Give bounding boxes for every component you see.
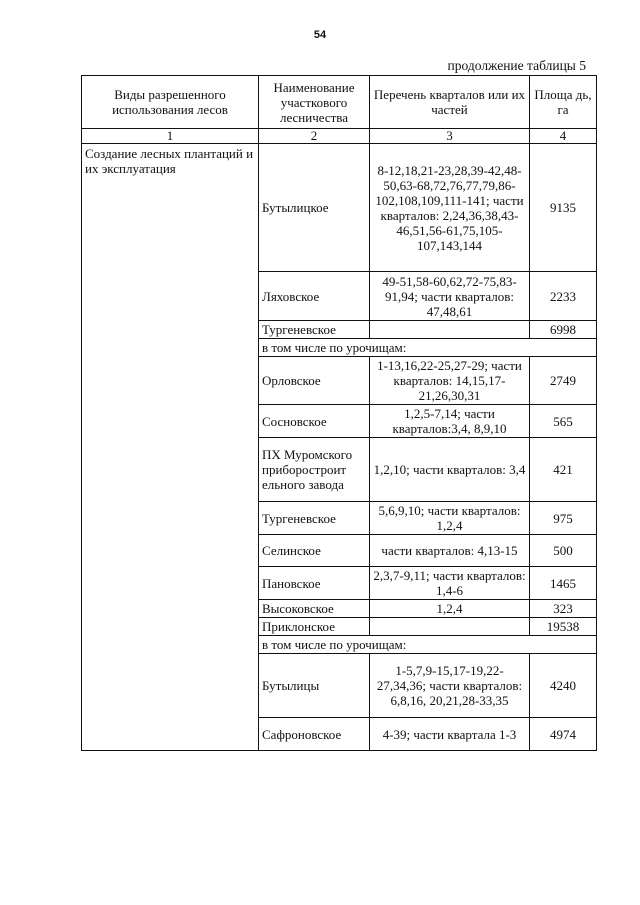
area-cell: 500 [530,535,597,567]
forestry-cell: Тургеневское [259,502,370,535]
quarters-cell: 5,6,9,10; части кварталов: 1,2,4 [370,502,530,535]
subsection-label: в том числе по урочищам: [259,636,597,654]
page-number: 54 [313,29,327,41]
area-cell: 9135 [530,144,597,272]
header-row [82,76,597,129]
quarters-cell: 1-13,16,22-25,27-29; части кварталов: 14,15,17-21,26,30,31 [370,357,530,405]
forestry-cell: Высоковское [259,600,370,618]
table-continuation-label: продолжение таблицы 5 [447,58,586,73]
quarters-cell: 2,3,7-9,11; части кварталов: 1,4-6 [370,567,530,600]
forestry-cell: Селинское [259,535,370,567]
forestry-cell: Сафроновское [259,718,370,751]
area-cell: 323 [530,600,597,618]
quarters-cell: части кварталов: 4,13-15 [370,535,530,567]
forestry-cell: Орловское [259,357,370,405]
quarters-cell: 1,2,5-7,14; части кварталов:3,4, 8,9,10 [370,405,530,438]
column-number: 2 [259,129,370,144]
column-number: 3 [370,129,530,144]
quarters-cell: 8-12,18,21-23,28,39-42,48-50,63-68,72,76,77,79,86-102,108,109,111-141; части кварталов: 2,24,36,38,43-46,51,56-61,75,105-107,143,144 [370,144,530,272]
header-use-type: Виды разрешенного использования лесов [82,76,259,129]
table-row [82,144,597,272]
area-cell: 2749 [530,357,597,405]
area-cell: 2233 [530,272,597,321]
header-forestry: Наименование участкового лесничества [259,76,370,129]
forestry-cell: Бутылицкое [259,144,370,272]
use-type-cell: Создание лесных плантаций и их эксплуатация [82,144,259,751]
quarters-cell [370,618,530,636]
forestry-cell: Приклонское [259,618,370,636]
quarters-cell: 4-39; части квартала 1-3 [370,718,530,751]
quarters-cell: 49-51,58-60,62,72-75,83-91,94; части кварталов: 47,48,61 [370,272,530,321]
header-area: Площа дь, га [530,76,597,129]
area-cell: 975 [530,502,597,535]
column-number: 4 [530,129,597,144]
area-cell: 6998 [530,321,597,339]
forestry-cell: Тургеневское [259,321,370,339]
area-cell: 1465 [530,567,597,600]
forestry-cell: Бутылицы [259,654,370,718]
area-cell: 4240 [530,654,597,718]
column-number: 1 [82,129,259,144]
forest-use-table [81,75,597,751]
header-quarters: Перечень кварталов или их частей [370,76,530,129]
area-cell: 565 [530,405,597,438]
forestry-cell: Ляховское [259,272,370,321]
table-body [82,144,597,751]
quarters-cell [370,321,530,339]
forestry-cell: Сосновское [259,405,370,438]
column-number-row [82,129,597,144]
subsection-label: в том числе по урочищам: [259,339,597,357]
area-cell: 421 [530,438,597,502]
quarters-cell: 1,2,10; части кварталов: 3,4 [370,438,530,502]
area-cell: 4974 [530,718,597,751]
quarters-cell: 1,2,4 [370,600,530,618]
forestry-cell: Пановское [259,567,370,600]
quarters-cell: 1-5,7,9-15,17-19,22-27,34,36; части кварталов: 6,8,16, 20,21,28-33,35 [370,654,530,718]
forestry-cell: ПХ Муромского приборостроит ельного завода [259,438,370,502]
area-cell: 19538 [530,618,597,636]
